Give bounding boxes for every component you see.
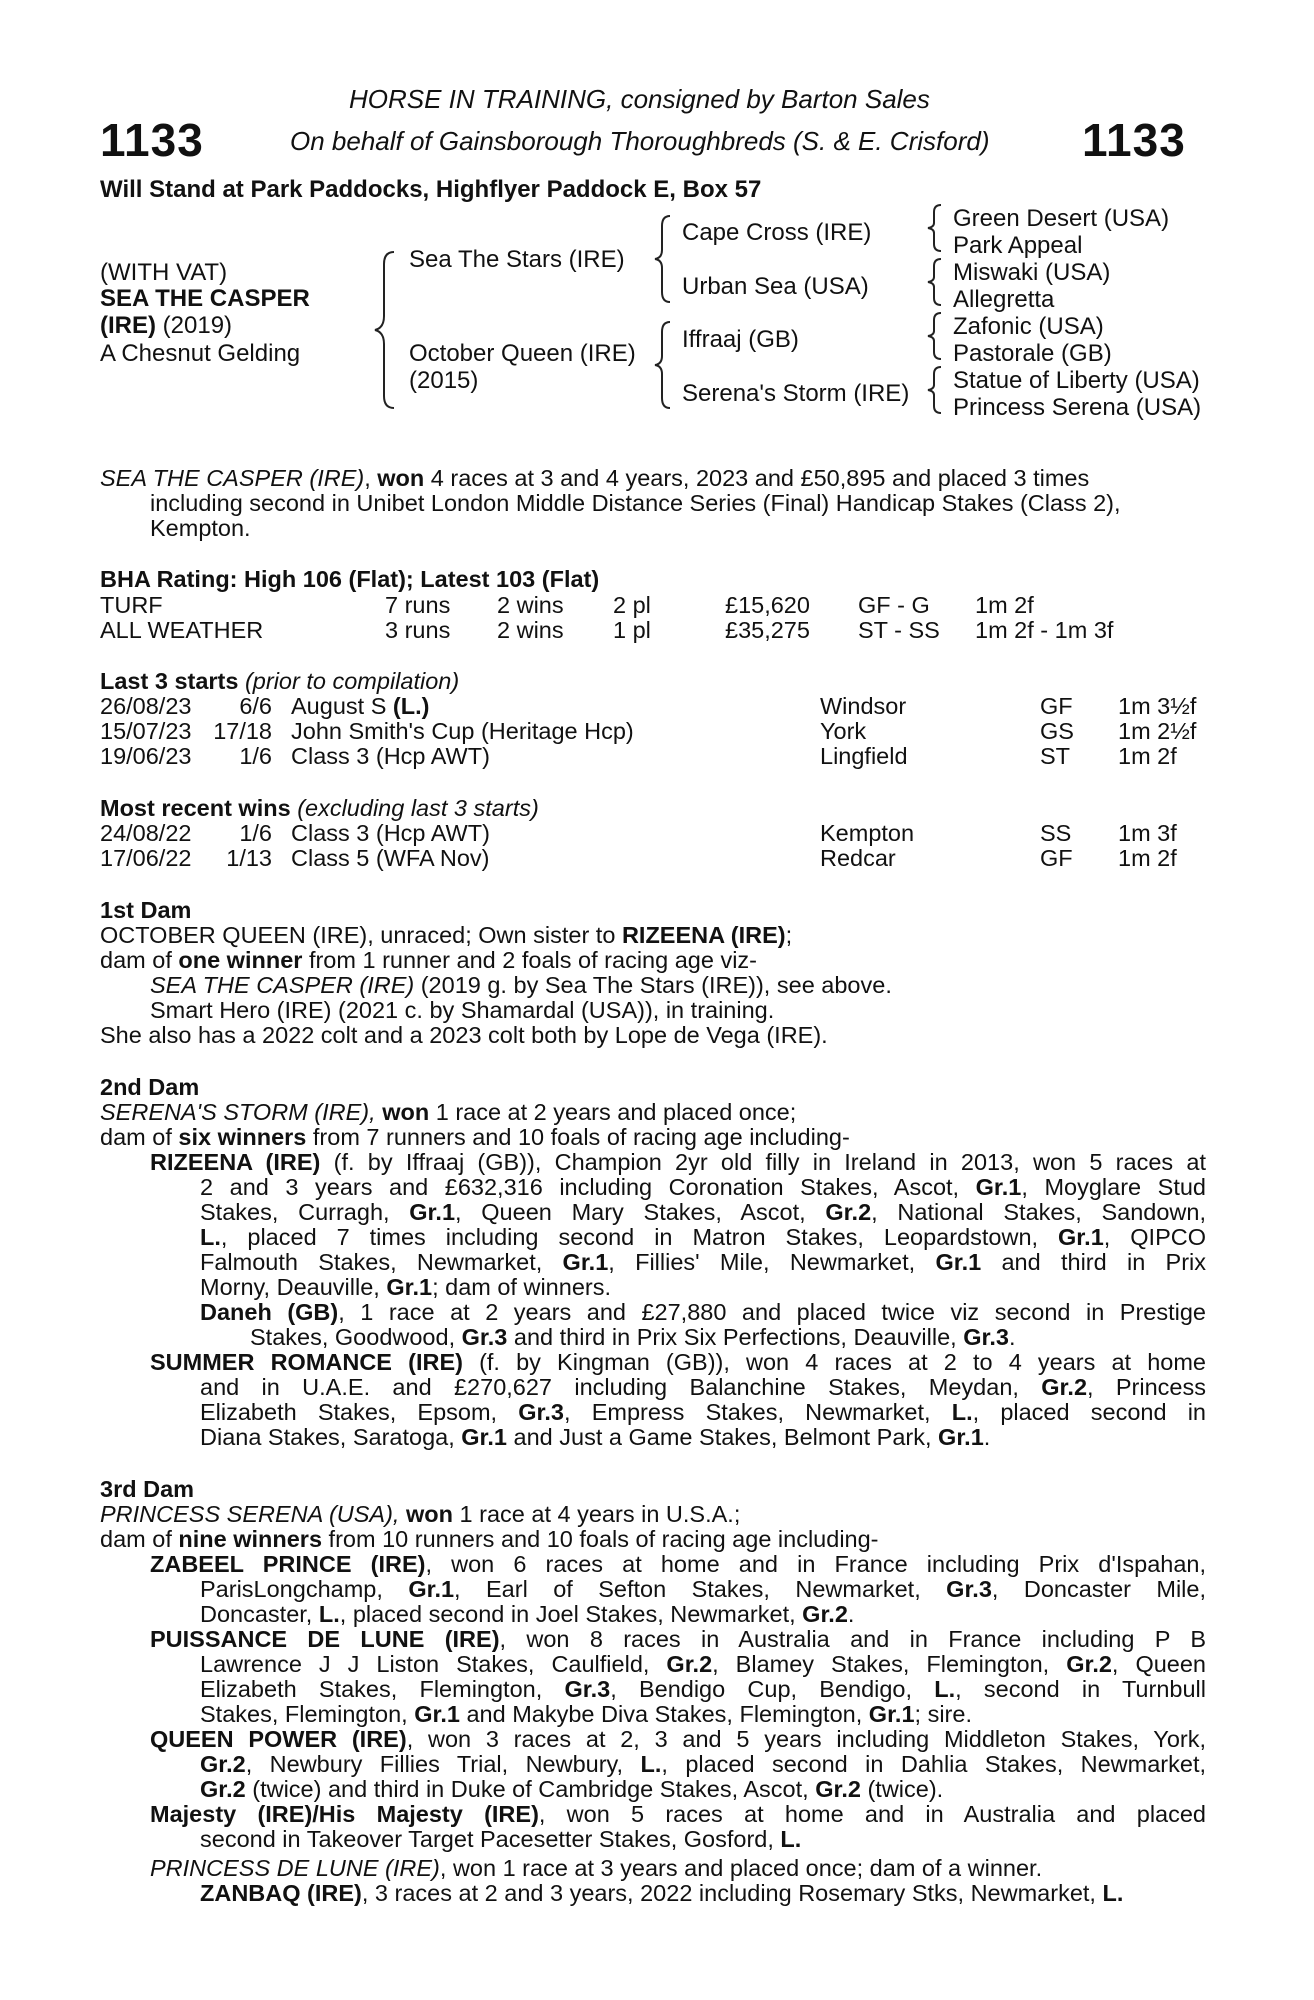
second-dam-line-1: SERENA'S STORM (IRE), won 1 race at 2 years and placed once; (100, 1099, 797, 1125)
queen-power-entry-line: Gr.2, Newbury Fillies Trial, Newbury, L., placed second in Dahlia Stakes, Newmarket, (200, 1751, 1206, 1777)
start-date: 26/08/23 (100, 693, 192, 719)
sss: Green Desert (USA) (953, 205, 1170, 232)
queen-power-entry-line: Gr.2 (twice) and third in Duke of Cambridge Stakes, Ascot, Gr.2 (twice). (200, 1776, 944, 1802)
first-dam-line-1: OCTOBER QUEEN (IRE), unraced; Own sister to RIZEENA (IRE); (100, 922, 793, 948)
summer-romance-entry-line: Elizabeth Stakes, Epsom, Gr.3, Empress Stakes, Newmarket, L., placed second in (200, 1399, 1207, 1425)
start-course: York (820, 718, 867, 744)
rating-cell-dist: 1m 2f (975, 592, 1034, 618)
rizeena-entry-line: Falmouth Stakes, Newmarket, Gr.1, Fillies' Mile, Newmarket, Gr.1 and third in Prix (200, 1249, 1207, 1275)
win-date: 17/06/22 (100, 845, 192, 871)
vat-note: (WITH VAT) (100, 259, 228, 286)
dam-dam: Serena's Storm (IRE) (682, 380, 910, 407)
win-dist: 1m 3f (1118, 820, 1177, 846)
brace-sd (925, 257, 951, 307)
start-dist: 1m 3½f (1118, 693, 1197, 719)
start-course: Windsor (820, 693, 907, 719)
rating-title: BHA Rating: High 106 (Flat); Latest 103 (Flat) (100, 566, 600, 592)
win-date: 24/08/22 (100, 820, 192, 846)
puissance-de-lune-entry-line: PUISSANCE DE LUNE (IRE), won 8 races in Australia and in France including P B (150, 1626, 1207, 1652)
puissance-de-lune-entry-line: Elizabeth Stakes, Flemington, Gr.3, Bendigo Cup, Bendigo, L., second in Turnbull (200, 1676, 1206, 1702)
summary-line-2: including second in Unibet London Middle Distance Series (Final) Handicap Stakes (Class 2), (150, 490, 1121, 516)
brace-dd (925, 365, 951, 415)
second-dam-line-2: dam of six winners from 7 runners and 10 foals of racing age including- (100, 1124, 850, 1150)
rizeena-entry-line: RIZEENA (IRE) (f. by Iffraaj (GB)), Champion 2yr old filly in Ireland in 2013, won 5 races at (150, 1149, 1206, 1175)
sire-brace (652, 214, 684, 304)
dam: October Queen (IRE) (409, 340, 636, 367)
puissance-de-lune-entry-line: Stakes, Flemington, Gr.1 and Makybe Diva Stakes, Flemington, Gr.1; sire. (200, 1701, 972, 1727)
summer-romance-entry-line: SUMMER ROMANCE (IRE) (f. by Kingman (GB)), won 4 races at 2 to 4 years at home (150, 1349, 1206, 1375)
sds: Miswaki (USA) (953, 259, 1111, 286)
summer-romance-entry-line: Diana Stakes, Saratoga, Gr.1 and Just a Game Stakes, Belmont Park, Gr.1. (200, 1424, 991, 1450)
summary-line-1: SEA THE CASPER (IRE), won 4 races at 3 and 4 years, 2023 and £50,895 and placed 3 times (100, 465, 1090, 491)
vendor-line: On behalf of Gainsborough Thoroughbreds (S. & E. Crisford) (290, 126, 990, 156)
dss: Zafonic (USA) (953, 313, 1104, 340)
stand-location: Will Stand at Park Paddocks, Highflyer Paddock E, Box 57 (100, 176, 762, 203)
win-course: Kempton (820, 820, 915, 846)
start-date: 15/07/23 (100, 718, 192, 744)
third-dam-title: 3rd Dam (100, 1476, 195, 1502)
brace-ss (925, 203, 951, 253)
majesty-entry-line: second in Takeover Target Pacesetter Stakes, Gosford, L. (200, 1826, 802, 1852)
horse-name: SEA THE CASPER (100, 285, 310, 312)
daneh-entry-line: Stakes, Goodwood, Gr.3 and third in Prix Six Perfections, Deauville, Gr.3. (250, 1324, 1016, 1350)
horse-description: A Chesnut Gelding (100, 340, 301, 367)
rating-cell-wins: 2 wins (497, 617, 564, 643)
rating-cell-runs: 3 runs (385, 617, 451, 643)
dam-brace (652, 320, 684, 410)
third-dam-daughter: PRINCESS DE LUNE (IRE), won 1 race at 3 years and placed once; dam of a winner. (150, 1855, 1043, 1881)
brace-ds (925, 311, 951, 361)
summer-romance-entry-line: and in U.A.E. and £270,627 including Balanchine Stakes, Meydan, Gr.2, Princess (200, 1374, 1206, 1400)
queen-power-entry-line: QUEEN POWER (IRE), won 3 races at 2, 3 and 5 years including Middleton Stakes, York, (150, 1726, 1206, 1752)
win-position: 1/13 (226, 845, 272, 871)
puissance-de-lune-entry-line: Lawrence J J Liston Stakes, Caulfield, Gr.2, Blamey Stakes, Flemington, Gr.2, Queen (200, 1651, 1207, 1677)
first-dam-note: She also has a 2022 colt and a 2023 colt both by Lope de Vega (IRE). (100, 1022, 828, 1048)
daneh-entry-line: Daneh (GB), 1 race at 2 years and £27,880 and placed twice viz second in Prestige (200, 1299, 1206, 1325)
zabeel-prince-entry-line: ZABEEL PRINCE (IRE), won 6 races at home and in France including Prix d'Ispahan, (150, 1551, 1206, 1577)
rating-cell-surface: TURF (100, 592, 163, 618)
start-dist: 1m 2f (1118, 743, 1177, 769)
rizeena-entry-line: Stakes, Curragh, Gr.1, Queen Mary Stakes, Ascot, Gr.2, National Stakes, Sandown, (200, 1199, 1206, 1225)
lot-number-right: 1133 (1082, 114, 1186, 166)
dsd: Pastorale (GB) (953, 340, 1112, 367)
ddd: Princess Serena (USA) (953, 394, 1202, 421)
rating-cell-prize: £35,275 (725, 617, 810, 643)
win-going: GF (1040, 845, 1073, 871)
second-dam-title: 2nd Dam (100, 1074, 200, 1100)
win-race: Class 5 (WFA Nov) (291, 845, 490, 871)
start-dist: 1m 2½f (1118, 718, 1197, 744)
rizeena-entry-line: Morny, Deauville, Gr.1; dam of winners. (200, 1274, 611, 1300)
start-position: 1/6 (239, 743, 272, 769)
win-position: 1/6 (239, 820, 272, 846)
first-dam-produce-2: Smart Hero (IRE) (2021 c. by Shamardal (USA)), in training. (150, 997, 775, 1023)
majesty-entry-line: Majesty (IRE)/His Majesty (IRE), won 5 races at home and in Australia and placed (150, 1801, 1206, 1827)
win-dist: 1m 2f (1118, 845, 1177, 871)
start-position: 6/6 (239, 693, 272, 719)
start-race: Class 3 (Hcp AWT) (291, 743, 490, 769)
pedigree-brace-main (372, 250, 412, 410)
zabeel-prince-entry-line: ParisLongchamp, Gr.1, Earl of Sefton Stakes, Newmarket, Gr.3, Doncaster Mile, (200, 1576, 1206, 1602)
rating-cell-dist: 1m 2f - 1m 3f (975, 617, 1114, 643)
sire-sire: Cape Cross (IRE) (682, 219, 872, 246)
horse-suffix-year: (IRE) (2019) (100, 312, 233, 339)
zabeel-prince-entry-line: Doncaster, L., placed second in Joel Stakes, Newmarket, Gr.2. (200, 1601, 855, 1627)
win-course: Redcar (820, 845, 896, 871)
start-course: Lingfield (820, 743, 908, 769)
dds: Statue of Liberty (USA) (953, 367, 1200, 394)
rating-cell-going: ST - SS (858, 617, 940, 643)
third-dam-line-1: PRINCESS SERENA (USA), won 1 race at 4 years in U.S.A.; (100, 1501, 741, 1527)
lot-number-left: 1133 (100, 114, 204, 166)
rating-cell-surface: ALL WEATHER (100, 617, 264, 643)
rating-cell-pl: 2 pl (613, 592, 651, 618)
third-dam-grand-produce: ZANBAQ (IRE), 3 races at 2 and 3 years, 2022 including Rosemary Stks, Newmarket, L. (200, 1880, 1124, 1906)
start-date: 19/06/23 (100, 743, 192, 769)
rating-cell-going: GF - G (858, 592, 930, 618)
rizeena-entry-line: L., placed 7 times including second in Matron Stakes, Leopardstown, Gr.1, QIPCO (200, 1224, 1206, 1250)
start-race: John Smith's Cup (Heritage Hcp) (291, 718, 634, 744)
consignor-line: HORSE IN TRAINING, consigned by Barton Sales (349, 84, 930, 114)
sire-dam: Urban Sea (USA) (682, 273, 869, 300)
start-position: 17/18 (213, 718, 272, 744)
win-going: SS (1040, 820, 1072, 846)
rating-cell-wins: 2 wins (497, 592, 564, 618)
dam-year: (2015) (409, 367, 479, 394)
start-going: ST (1040, 743, 1071, 769)
ssd: Park Appeal (953, 232, 1083, 259)
first-dam-line-2: dam of one winner from 1 runner and 2 foals of racing age viz- (100, 947, 757, 973)
rating-cell-prize: £15,620 (725, 592, 810, 618)
rating-cell-pl: 1 pl (613, 617, 651, 643)
rating-cell-runs: 7 runs (385, 592, 451, 618)
first-dam-title: 1st Dam (100, 897, 192, 923)
sdd: Allegretta (953, 286, 1055, 313)
recent-wins-title: Most recent wins (excluding last 3 starts) (100, 795, 539, 821)
win-race: Class 3 (Hcp AWT) (291, 820, 490, 846)
third-dam-line-2: dam of nine winners from 10 runners and 10 foals of racing age including- (100, 1526, 879, 1552)
summary-line-3: Kempton. (150, 515, 251, 541)
first-dam-produce-1: SEA THE CASPER (IRE) (2019 g. by Sea The Stars (IRE)), see above. (150, 972, 892, 998)
start-race: August S (L.) (291, 693, 430, 719)
last-three-title: Last 3 starts (prior to compilation) (100, 668, 460, 694)
start-going: GF (1040, 693, 1073, 719)
start-going: GS (1040, 718, 1074, 744)
dam-sire: Iffraaj (GB) (682, 326, 799, 353)
rizeena-entry-line: 2 and 3 years and £632,316 including Coronation Stakes, Ascot, Gr.1, Moyglare Stud (200, 1174, 1206, 1200)
sire: Sea The Stars (IRE) (409, 246, 625, 273)
